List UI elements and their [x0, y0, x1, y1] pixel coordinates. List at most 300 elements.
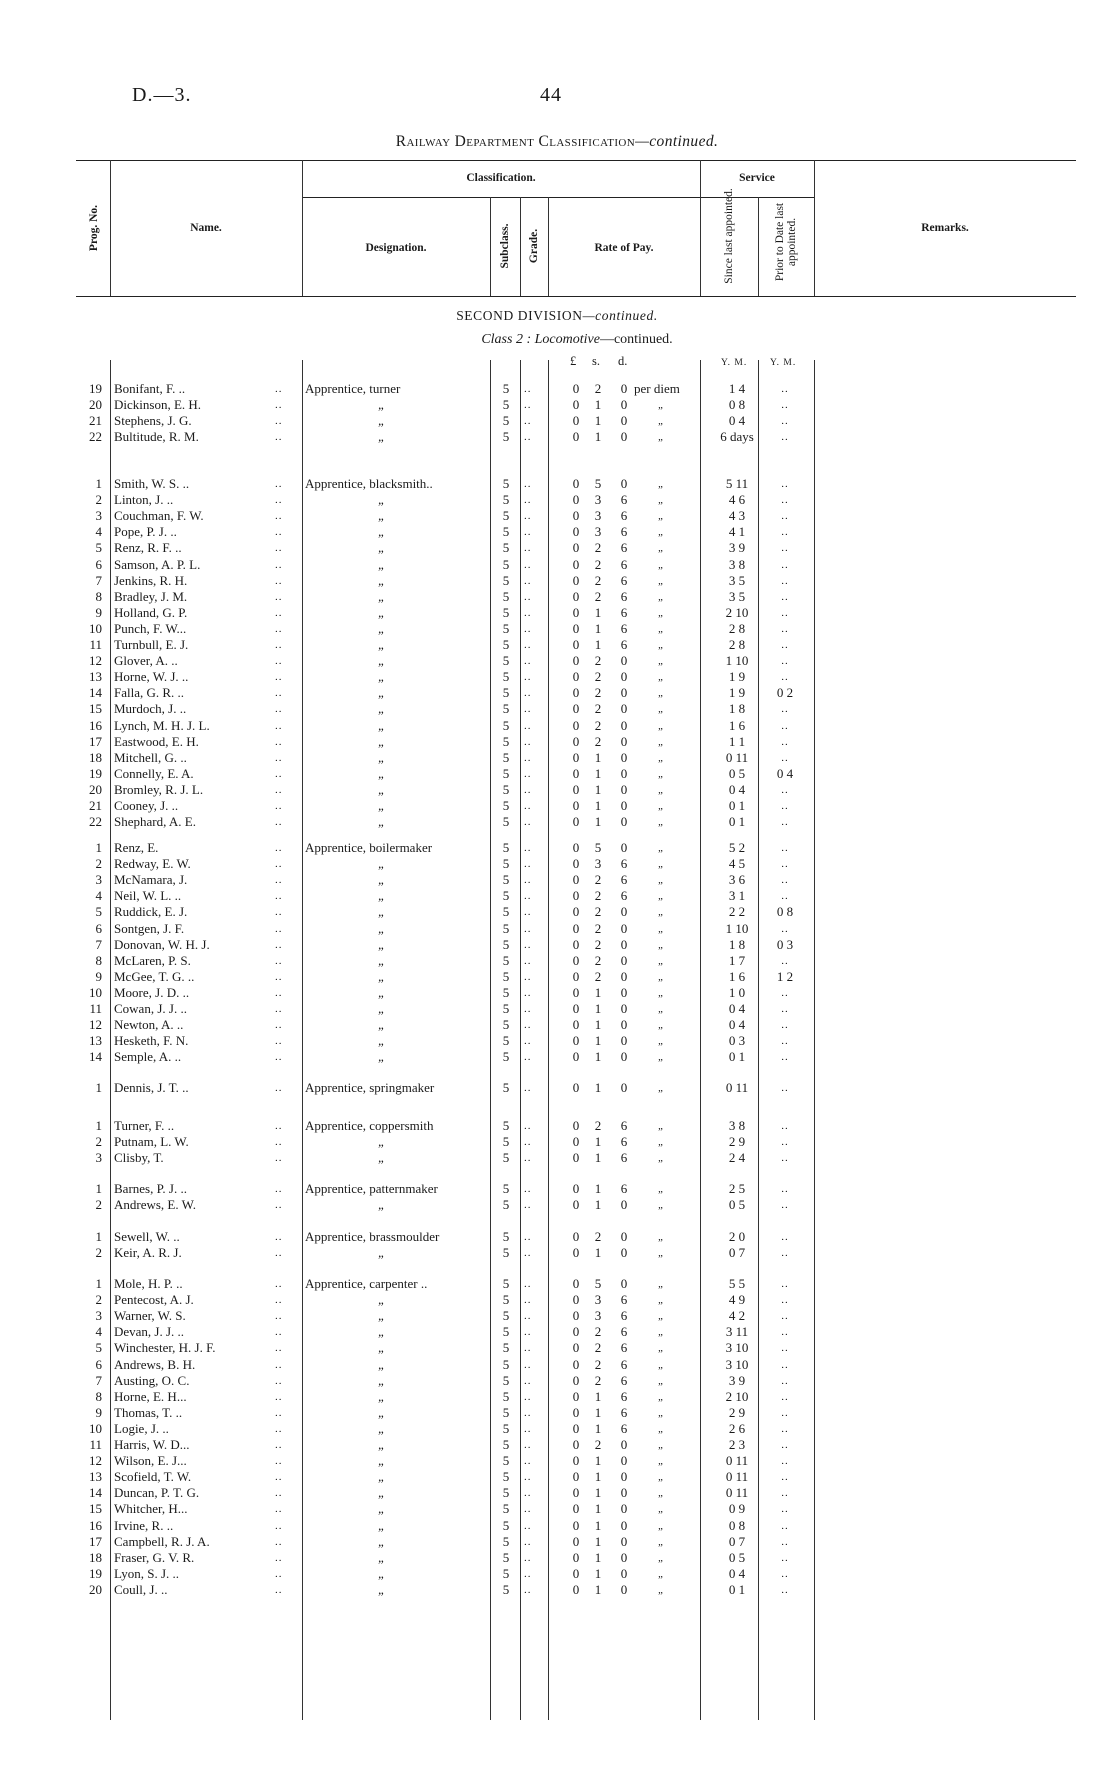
pay-shillings: 1: [594, 1485, 602, 1500]
service-since-last: 4 6: [728, 492, 746, 507]
pay-pence: 6: [620, 1134, 628, 1149]
leader-dots: ..: [524, 842, 532, 854]
subclass-value: 5: [502, 524, 510, 539]
service-since-last: 1 1: [728, 734, 746, 749]
pay-pence: 6: [620, 1340, 628, 1355]
designation-ditto: „: [378, 1550, 386, 1565]
employee-name: Logie, J. ..: [114, 1421, 169, 1436]
pay-shillings: 5: [594, 1276, 602, 1291]
designation-ditto: „: [378, 557, 386, 572]
pay-pence: 0: [620, 1437, 628, 1452]
employee-name: Pope, P. J. ..: [114, 524, 177, 539]
service-since-last: 2 8: [728, 637, 746, 652]
service-since-last: 0 5: [728, 1550, 746, 1565]
service-prior: ..: [781, 720, 789, 732]
pay-pounds: 0: [572, 1566, 580, 1581]
pay-pence: 0: [620, 1485, 628, 1500]
prog-number: 1: [95, 1229, 102, 1244]
prog-number: 3: [95, 1150, 102, 1165]
table-row: [0, 1150, 1114, 1166]
pay-pounds: 0: [572, 701, 580, 716]
leader-dots: ..: [275, 752, 283, 764]
subclass-value: 5: [502, 985, 510, 1000]
designation: Apprentice, patternmaker: [305, 1181, 438, 1196]
prog-number: 4: [95, 888, 102, 903]
header-since-last-appointed: Since last appointed.: [723, 188, 735, 284]
pay-pence: 0: [620, 1049, 628, 1064]
employee-name: Horne, W. J. ..: [114, 669, 189, 684]
pay-period: „: [658, 399, 665, 411]
subclass-value: 5: [502, 669, 510, 684]
pay-shillings: 2: [594, 1340, 602, 1355]
pay-pounds: 0: [572, 429, 580, 444]
leader-dots: ..: [275, 890, 283, 902]
designation-ditto: „: [378, 1001, 386, 1016]
pay-shillings: 2: [594, 1324, 602, 1339]
employee-name: Horne, E. H...: [114, 1389, 187, 1404]
document-id: D.—3.: [132, 84, 192, 106]
employee-name: McGee, T. G. ..: [114, 969, 195, 984]
table-row: [0, 476, 1114, 492]
table-row: [0, 1534, 1114, 1550]
prog-number: 5: [95, 540, 102, 555]
designation-ditto: „: [378, 1485, 386, 1500]
service-prior: ..: [781, 1359, 789, 1371]
leader-dots: ..: [275, 639, 283, 651]
pay-period: „: [658, 1136, 665, 1148]
employee-name: McNamara, J.: [114, 872, 188, 887]
leader-dots: ..: [275, 1423, 283, 1435]
pay-pounds: 0: [572, 557, 580, 572]
subclass-value: 5: [502, 492, 510, 507]
table-row: [0, 953, 1114, 969]
leader-dots: ..: [524, 720, 532, 732]
designation-ditto: „: [378, 1518, 386, 1533]
service-since-last: 0 1: [728, 814, 746, 829]
table-row: [0, 904, 1114, 920]
pay-pounds: 0: [572, 524, 580, 539]
pay-period: „: [658, 559, 665, 571]
leader-dots: ..: [275, 1310, 283, 1322]
leader-dots: ..: [275, 478, 283, 490]
service-prior: ..: [781, 1199, 789, 1211]
prog-number: 15: [89, 701, 102, 716]
pay-pounds: 0: [572, 1197, 580, 1212]
prog-number: 10: [89, 1421, 102, 1436]
pay-pence: 0: [620, 476, 628, 491]
service-since-last: 1 9: [728, 685, 746, 700]
leader-dots: ..: [275, 575, 283, 587]
pay-pence: 6: [620, 557, 628, 572]
pay-shillings: 2: [594, 1357, 602, 1372]
service-prior: ..: [781, 816, 789, 828]
pay-period: „: [658, 923, 665, 935]
pay-period: „: [658, 1391, 665, 1403]
pay-pence: 0: [620, 750, 628, 765]
leader-dots: ..: [275, 1568, 283, 1580]
service-prior: ..: [781, 1536, 789, 1548]
subclass-value: 5: [502, 1469, 510, 1484]
pay-pounds: 0: [572, 1340, 580, 1355]
subclass-value: 5: [502, 718, 510, 733]
pay-period: „: [658, 1294, 665, 1306]
title-main: Railway Department Classification: [395, 133, 636, 150]
service-prior: ..: [781, 1035, 789, 1047]
leader-dots: ..: [275, 1326, 283, 1338]
pay-pence: 0: [620, 397, 628, 412]
subclass-value: 5: [502, 637, 510, 652]
service-prior: ..: [781, 1152, 789, 1164]
leader-dots: ..: [524, 1019, 532, 1031]
service-prior: ..: [781, 607, 789, 619]
leader-dots: ..: [275, 655, 283, 667]
pay-period: „: [658, 816, 665, 828]
designation: Apprentice, blacksmith..: [305, 476, 433, 491]
header-prog-no: Prog. No.: [88, 204, 100, 252]
pay-period: „: [658, 703, 665, 715]
service-prior: ..: [781, 736, 789, 748]
pay-period: „: [658, 1051, 665, 1063]
employee-name: Moore, J. D. ..: [114, 985, 190, 1000]
pay-pence: 6: [620, 621, 628, 636]
subclass-value: 5: [502, 1501, 510, 1516]
designation-ditto: „: [378, 1017, 386, 1032]
pay-pence: 6: [620, 605, 628, 620]
pay-pounds: 0: [572, 1017, 580, 1032]
employee-name: Punch, F. W...: [114, 621, 187, 636]
page-number: 44: [540, 84, 562, 106]
service-since-last: 1 0: [728, 985, 746, 1000]
pay-shillings: 1: [594, 798, 602, 813]
service-since-last: 2 8: [728, 621, 746, 636]
service-since-last: 2 0: [728, 1229, 746, 1244]
designation: Apprentice, springmaker: [305, 1080, 435, 1095]
pay-pence: 0: [620, 1501, 628, 1516]
leader-dots: ..: [275, 1035, 283, 1047]
service-prior: ..: [781, 1310, 789, 1322]
designation-ditto: „: [378, 685, 386, 700]
leader-dots: ..: [275, 1391, 283, 1403]
table-row: [0, 1292, 1114, 1308]
pay-period: „: [658, 639, 665, 651]
pay-pence: 6: [620, 1324, 628, 1339]
pay-pence: 0: [620, 1469, 628, 1484]
service-prior: ..: [781, 1051, 789, 1063]
pay-pounds: 0: [572, 653, 580, 668]
subclass-value: 5: [502, 969, 510, 984]
leader-dots: ..: [524, 800, 532, 812]
pay-period: „: [658, 1520, 665, 1532]
designation-ditto: „: [378, 492, 386, 507]
pay-pounds: 0: [572, 1324, 580, 1339]
subclass-value: 5: [502, 1001, 510, 1016]
pay-shillings: 2: [594, 540, 602, 555]
service-since-last: 2 2: [728, 904, 746, 919]
pay-pounds: 0: [572, 766, 580, 781]
leader-dots: ..: [524, 1231, 532, 1243]
pay-period: „: [658, 1247, 665, 1259]
service-since-last: 0 11: [725, 1080, 749, 1095]
service-prior: ..: [781, 1584, 789, 1596]
leader-dots: ..: [275, 1082, 283, 1094]
employee-name: Andrews, B. H.: [114, 1357, 196, 1372]
pay-shillings: 2: [594, 1373, 602, 1388]
designation-ditto: „: [378, 1469, 386, 1484]
leader-dots: ..: [524, 971, 532, 983]
service-since-last: 3 11: [725, 1324, 749, 1339]
pay-shillings: 2: [594, 969, 602, 984]
pay-pence: 6: [620, 524, 628, 539]
service-since-last: 2 3: [728, 1437, 746, 1452]
pay-period: „: [658, 1019, 665, 1031]
pay-period: „: [658, 874, 665, 886]
pay-pounds: 0: [572, 476, 580, 491]
employee-name: Irvine, R. ..: [114, 1518, 174, 1533]
pay-pounds: 0: [572, 1389, 580, 1404]
pay-period: „: [658, 1359, 665, 1371]
service-since-last: 3 9: [728, 1373, 746, 1388]
subclass-value: 5: [502, 413, 510, 428]
designation-ditto: „: [378, 1324, 386, 1339]
leader-dots: ..: [524, 1278, 532, 1290]
leader-dots: ..: [275, 906, 283, 918]
service-prior: 0 2: [776, 685, 794, 700]
prog-number: 2: [95, 492, 102, 507]
service-prior: 0 8: [776, 904, 794, 919]
pay-pounds: 0: [572, 1485, 580, 1500]
leader-dots: ..: [524, 1035, 532, 1047]
table-row: [0, 1017, 1114, 1033]
leader-dots: ..: [524, 1152, 532, 1164]
pay-period: „: [658, 939, 665, 951]
pay-pence: 0: [620, 413, 628, 428]
pay-pounds: 0: [572, 1245, 580, 1260]
pay-period: „: [658, 800, 665, 812]
employee-name: Renz, R. F. ..: [114, 540, 182, 555]
designation: Apprentice, carpenter ..: [305, 1276, 428, 1291]
pay-period: „: [658, 1082, 665, 1094]
pay-shillings: 2: [594, 734, 602, 749]
service-since-last: 3 1: [728, 888, 746, 903]
pay-pounds: 0: [572, 1229, 580, 1244]
pay-pence: 0: [620, 1566, 628, 1581]
employee-name: Holland, G. P.: [114, 605, 188, 620]
leader-dots: ..: [275, 1120, 283, 1132]
pay-pounds: 0: [572, 1150, 580, 1165]
designation-ditto: „: [378, 718, 386, 733]
prog-number: 9: [95, 969, 102, 984]
prog-number: 2: [95, 856, 102, 871]
service-since-last: 1 8: [728, 937, 746, 952]
service-since-last: 4 9: [728, 1292, 746, 1307]
leader-dots: ..: [524, 1552, 532, 1564]
leader-dots: ..: [275, 559, 283, 571]
leader-dots: ..: [524, 1584, 532, 1596]
pay-shillings: 1: [594, 1582, 602, 1597]
leader-dots: ..: [524, 784, 532, 796]
pay-pence: 0: [620, 1518, 628, 1533]
table-row: [0, 888, 1114, 904]
pay-period: „: [658, 1003, 665, 1015]
table-row: [0, 1134, 1114, 1150]
leader-dots: ..: [275, 607, 283, 619]
leader-dots: ..: [524, 1310, 532, 1322]
subclass-value: 5: [502, 1134, 510, 1149]
pay-pounds: 0: [572, 1582, 580, 1597]
pay-pounds: 0: [572, 1001, 580, 1016]
leader-dots: ..: [524, 526, 532, 538]
leader-dots: ..: [275, 687, 283, 699]
service-since-last: 1 4: [728, 381, 746, 396]
service-since-last: 3 5: [728, 589, 746, 604]
pay-shillings: 2: [594, 653, 602, 668]
pay-period: „: [658, 1342, 665, 1354]
pay-shillings: 2: [594, 1229, 602, 1244]
pay-pounds: 0: [572, 1134, 580, 1149]
prog-number: 21: [89, 798, 102, 813]
service-prior: ..: [781, 591, 789, 603]
leader-dots: ..: [524, 1536, 532, 1548]
prog-number: 18: [89, 750, 102, 765]
designation-ditto: „: [378, 1582, 386, 1597]
employee-name: Fraser, G. V. R.: [114, 1550, 195, 1565]
pay-period: „: [658, 1455, 665, 1467]
subclass-value: 5: [502, 1080, 510, 1095]
service-since-last: 0 7: [728, 1534, 746, 1549]
leader-dots: ..: [524, 591, 532, 603]
leader-dots: ..: [524, 923, 532, 935]
designation: Apprentice, brassmoulder: [305, 1229, 440, 1244]
prog-number: 1: [95, 840, 102, 855]
leader-dots: ..: [275, 1407, 283, 1419]
pay-shillings: 2: [594, 685, 602, 700]
pay-shillings: 1: [594, 413, 602, 428]
designation-ditto: „: [378, 1357, 386, 1372]
header-classification: Classification.: [466, 172, 536, 184]
subclass-value: 5: [502, 1405, 510, 1420]
pay-shillings: 1: [594, 1518, 602, 1533]
service-since-last: 2 5: [728, 1181, 746, 1196]
employee-name: Eastwood, E. H.: [114, 734, 199, 749]
table-row: [0, 1518, 1114, 1534]
pay-pence: 0: [620, 782, 628, 797]
designation-ditto: „: [378, 782, 386, 797]
employee-name: Lyon, S. J. ..: [114, 1566, 180, 1581]
table-row: [0, 1437, 1114, 1453]
pay-shillings: 1: [594, 1080, 602, 1095]
header-prior-to-date: Prior to Date last appointed.: [774, 202, 798, 282]
pay-shillings: 3: [594, 1308, 602, 1323]
table-row: [0, 766, 1114, 782]
prog-number: 11: [89, 1437, 102, 1452]
leader-dots: ..: [275, 1359, 283, 1371]
pay-shillings: 3: [594, 1292, 602, 1307]
pay-pounds: 0: [572, 508, 580, 523]
pay-pounds: 0: [572, 1501, 580, 1516]
pay-shillings: 1: [594, 1421, 602, 1436]
prog-number: 11: [89, 637, 102, 652]
service-since-last: 0 3: [728, 1033, 746, 1048]
pay-period: „: [658, 1231, 665, 1243]
service-prior: ..: [781, 1003, 789, 1015]
employee-name: Bultitude, R. M.: [114, 429, 199, 444]
service-since-last: 0 4: [728, 782, 746, 797]
service-prior: ..: [781, 575, 789, 587]
pay-period: „: [658, 655, 665, 667]
service-prior: ..: [781, 494, 789, 506]
pay-period: per diem: [634, 381, 680, 396]
pay-pence: 0: [620, 814, 628, 829]
leader-dots: ..: [524, 1199, 532, 1211]
subclass-value: 5: [502, 1389, 510, 1404]
prog-number: 18: [89, 1550, 102, 1565]
subclass-value: 5: [502, 1518, 510, 1533]
pay-period: „: [658, 736, 665, 748]
prog-number: 8: [95, 1389, 102, 1404]
designation-ditto: „: [378, 1453, 386, 1468]
pay-pence: 6: [620, 1357, 628, 1372]
employee-name: Clisby, T.: [114, 1150, 164, 1165]
pay-pounds: 0: [572, 1080, 580, 1095]
leader-dots: ..: [275, 383, 283, 395]
employee-name: Falla, G. R. ..: [114, 685, 185, 700]
pay-pounds: 0: [572, 397, 580, 412]
leader-dots: ..: [524, 542, 532, 554]
leader-dots: ..: [275, 1342, 283, 1354]
pay-period: „: [658, 971, 665, 983]
pay-period: „: [658, 720, 665, 732]
employee-name: Neil, W. L. ..: [114, 888, 182, 903]
table-row: [0, 1229, 1114, 1245]
employee-name: McLaren, P. S.: [114, 953, 191, 968]
leader-dots: ..: [275, 526, 283, 538]
designation-ditto: „: [378, 1049, 386, 1064]
subclass-value: 5: [502, 1308, 510, 1323]
prog-number: 1: [95, 1118, 102, 1133]
table-row: [0, 429, 1114, 445]
service-prior: 0 4: [776, 766, 794, 781]
employee-name: Bonifant, F. ..: [114, 381, 186, 396]
service-prior: ..: [781, 1294, 789, 1306]
leader-dots: ..: [524, 1487, 532, 1499]
service-prior: ..: [781, 1375, 789, 1387]
prog-number: 6: [95, 921, 102, 936]
pay-period: „: [658, 1326, 665, 1338]
table-row: [0, 782, 1114, 798]
pay-shillings: 3: [594, 492, 602, 507]
pay-period: „: [658, 955, 665, 967]
prog-number: 13: [89, 1469, 102, 1484]
service-prior: ..: [781, 1082, 789, 1094]
service-prior: ..: [781, 955, 789, 967]
employee-name: Warner, W. S.: [114, 1308, 186, 1323]
table-row: [0, 856, 1114, 872]
pay-pence: 0: [620, 1550, 628, 1565]
pay-pounds: 0: [572, 921, 580, 936]
pay-period: „: [658, 987, 665, 999]
prog-number: 1: [95, 1080, 102, 1095]
service-since-last: 2 10: [725, 605, 749, 620]
leader-dots: ..: [524, 559, 532, 571]
pay-shillings: 2: [594, 573, 602, 588]
table-row: [0, 701, 1114, 717]
leader-dots: ..: [524, 478, 532, 490]
table-row: [0, 1421, 1114, 1437]
pay-shillings: 1: [594, 637, 602, 652]
prog-number: 2: [95, 1245, 102, 1260]
service-since-last: 3 5: [728, 573, 746, 588]
leader-dots: ..: [524, 816, 532, 828]
